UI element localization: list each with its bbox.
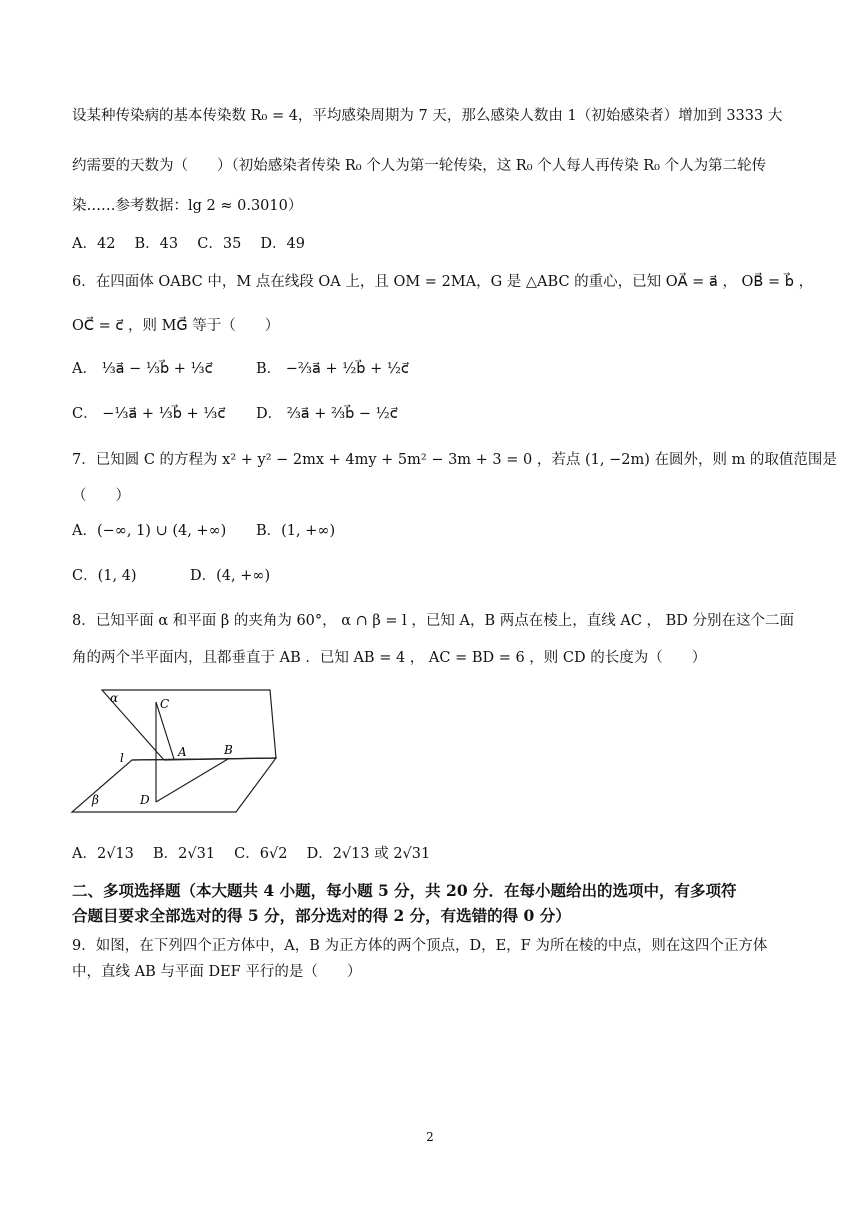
segment-db <box>156 759 228 802</box>
q9-line-1: 9．如图，在下列四个正方体中，A，B 为正方体的两个顶点，D，E，F 为所在棱的中点，则在这四个正方体 <box>72 938 768 954</box>
plane-alpha <box>102 690 276 760</box>
section-2-heading-line-2: 合题目要求全部选对的得 5 分，部分选对的得 2 分，有选错的得 0 分） <box>72 906 571 925</box>
q5-line-1: 设某种传染病的基本传染数 R₀ = 4，平均感染周期为 7 天，那么感染人数由 1（初始感染者）增加到 3333 大 <box>72 108 783 124</box>
q6-line-1: 6．在四面体 OABC 中，M 点在线段 OA 上，且 OM = 2MA，G 是 △ABC 的重心，已知 OA⃗ = a⃗ ， OB⃗ = b⃗ ， <box>72 274 814 290</box>
label-l: l <box>120 751 124 765</box>
q7-option-d: D．(4, +∞) <box>190 568 271 584</box>
q5-line-3: 染……参考数据：lg 2 ≈ 0.3010） <box>72 198 303 214</box>
q5-line-2: 约需要的天数为（ ）（初始感染者传染 R₀ 个人为第一轮传染，这 R₀ 个人每人再传染 R₀ 个人为第二轮传 <box>72 158 767 174</box>
q9-line-2: 中，直线 AB 与平面 DEF 平行的是（ ） <box>72 964 362 980</box>
q7-option-a: A．(−∞, 1) ∪ (4, +∞) <box>72 523 227 539</box>
q6-option-a: A． ⅓a⃗ − ⅓b⃗ + ⅓c⃗ <box>72 361 213 377</box>
q8-line-2: 角的两个半平面内，且都垂直于 AB ．已知 AB = 4 ， AC = BD = 6 ，则 CD 的长度为（ ） <box>72 650 707 666</box>
q8-options: A．2√13 B．2√31 C．6√2 D．2√13 或 2√31 <box>72 846 431 862</box>
page-number: 2 <box>426 1130 434 1144</box>
q5-options: A．42 B．43 C．35 D．49 <box>72 236 305 252</box>
label-b: B <box>224 743 233 757</box>
section-2-heading-line-1: 二、多项选择题（本大题共 4 小题，每小题 5 分，共 20 分．在每小题给出的选项中，有多项符 <box>72 881 737 900</box>
q6-line-2: OC⃗ = c⃗ ，则 MG⃗ 等于（ ） <box>72 318 280 334</box>
label-c: C <box>160 697 170 711</box>
q6-option-c: C． −⅓a⃗ + ⅓b⃗ + ⅓c⃗ <box>72 406 226 422</box>
q8-line-1: 8．已知平面 α 和平面 β 的夹角为 60°， α ∩ β = l ，已知 A，B 两点在棱上，直线 AC ， BD 分别在这个二面 <box>72 613 795 629</box>
q7-line-1: 7．已知圆 C 的方程为 x² + y² − 2mx + 4my + 5m² − 3m + 3 = 0 ，若点 (1, −2m) 在圆外，则 m 的取值范围是 <box>72 452 837 468</box>
dihedral-angle-figure <box>70 688 290 816</box>
q7-option-b: B．(1, +∞) <box>256 523 336 539</box>
q6-option-b: B． −⅔a⃗ + ½b⃗ + ½c⃗ <box>256 361 409 377</box>
q6-option-d: D． ⅔a⃗ + ⅔b⃗ − ½c⃗ <box>256 406 398 422</box>
plane-beta <box>72 758 276 812</box>
label-alpha: α <box>110 691 119 705</box>
label-a: A <box>178 745 187 759</box>
label-d: D <box>140 793 150 807</box>
q7-option-c: C．(1, 4) <box>72 568 137 584</box>
q7-line-2: （ ） <box>72 488 130 504</box>
label-beta: β <box>92 793 99 807</box>
